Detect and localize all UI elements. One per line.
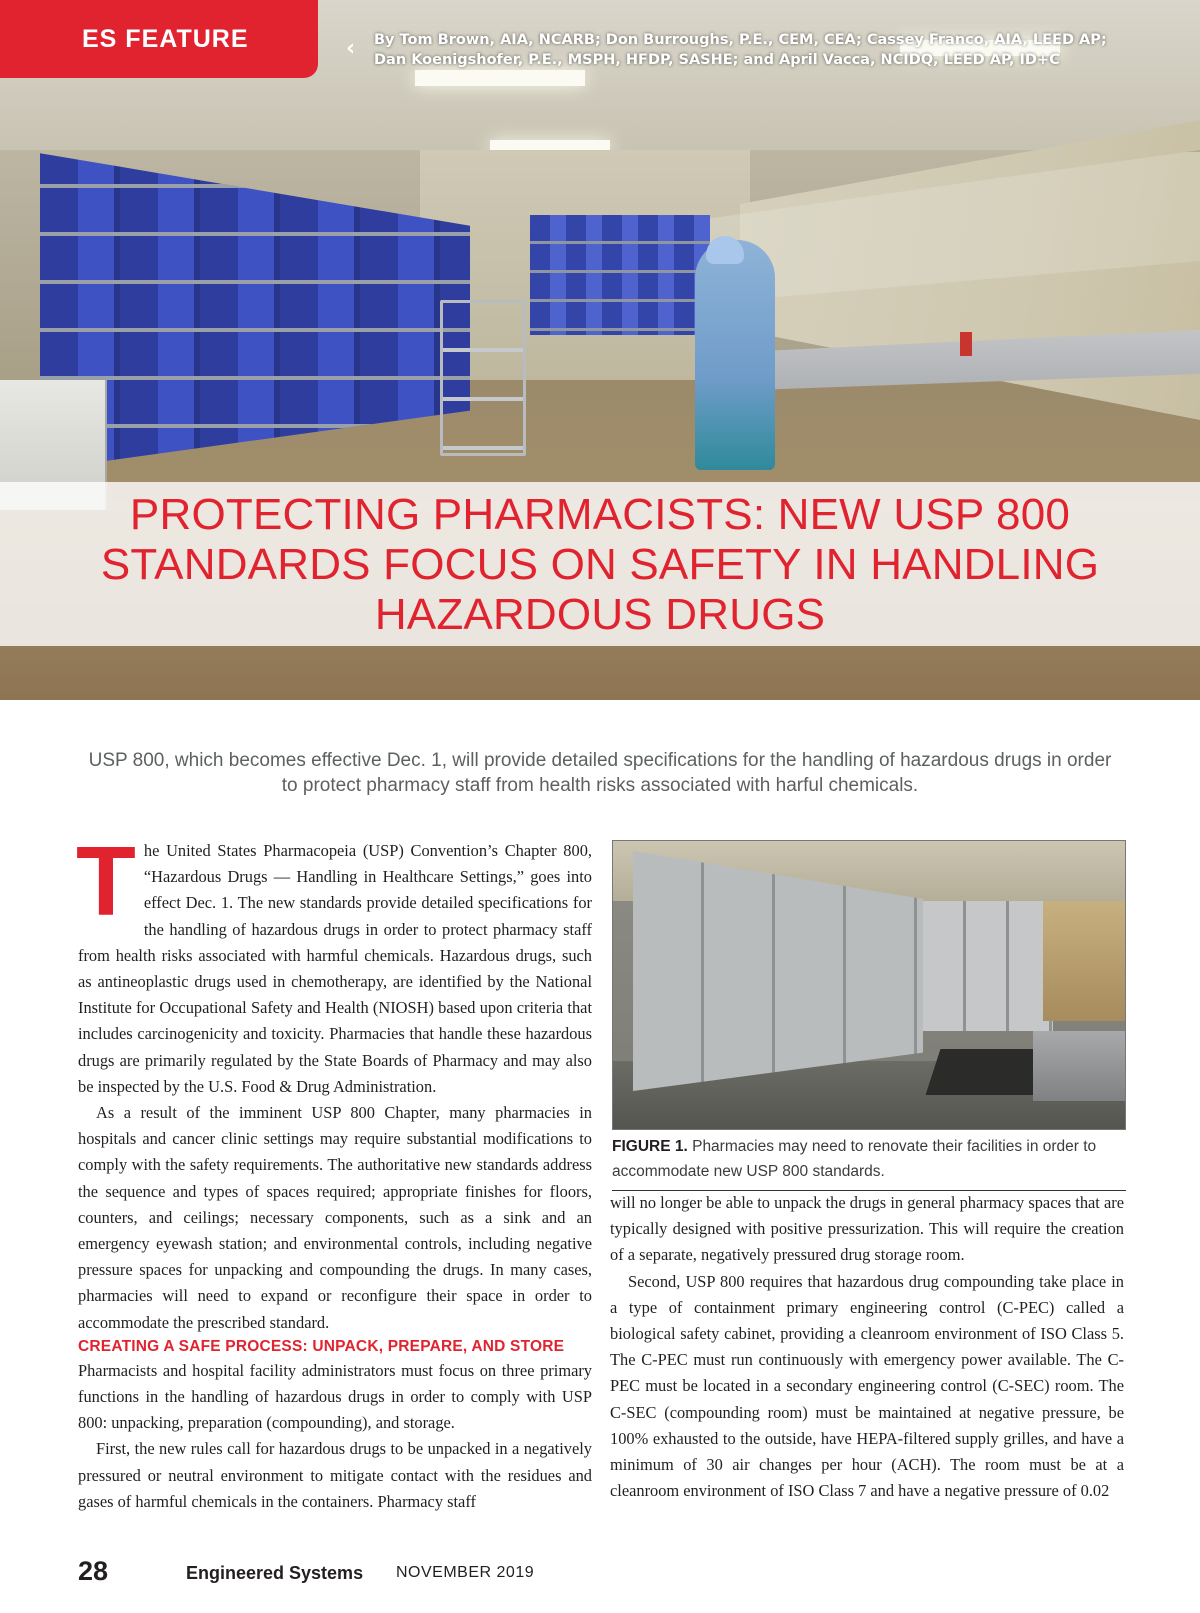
article-paragraph: First, the new rules call for hazardous drugs to be unpacked in a negatively pressured or neutral environment to mitigate contact with the residues and gases of harmful chemicals in the containers. Pharmacy staff: [78, 1439, 592, 1511]
article-column-left: [76, 826, 592, 1515]
section-tag-label: ES FEATURE: [82, 24, 249, 53]
article-column-right: [610, 1190, 1124, 1504]
figure-1-photo: [612, 840, 1126, 1130]
headline-line: STANDARDS FOCUS ON SAFETY IN HANDLING: [100, 540, 1100, 589]
byline: [374, 30, 1174, 70]
byline-line: Dan Koenigshofer, P.E., MSPH, HFDP, SASHE; and April Vacca, NCIDQ, LEED AP, ID+C: [374, 52, 1060, 68]
figure-back-room: [1043, 901, 1125, 1021]
hero-red-box: [960, 332, 972, 356]
article-paragraph: Pharmacists and hospital facility administrators must focus on three primary functions in the handling of hazardous drugs in order to comply with USP 800: unpacking, preparation (compounding), and storage.: [78, 1360, 592, 1433]
figure-counter: [1033, 1031, 1125, 1101]
ceiling-light: [415, 70, 585, 86]
headline-band: [0, 482, 1200, 646]
hero-pharmacist: [695, 240, 775, 470]
article-paragraph: As a result of the imminent USP 800 Chapter, many pharmacies in hospitals and cancer clinic settings may require substantial modifications to comply with the safety requirements. The authoritative new standards address the sequence and types of spaces required; appropriate finishes for floors, counters, and ceilings; necessary components, such as a sink and an emergency eyewash station; and environmental controls, including negative pressure spaces for unpacking and compounding the drugs. In many cases, pharmacies will need to expand or reconfigure their space in order to accommodate the prescribed standard.: [78, 1103, 592, 1332]
figure-floor-mat: [926, 1049, 1051, 1095]
figure-caption: [612, 1134, 1126, 1191]
headline: [0, 482, 1200, 640]
deck: USP 800, which becomes effective Dec. 1, will provide detailed specifications for the handling of hazardous drugs in order to protect pharmacy staff from health risks associated with harful chemicals.: [88, 750, 1112, 796]
headline-line: HAZARDOUS DRUGS: [374, 590, 826, 639]
figure-caption-text: Pharmacies may need to renovate their facilities in order to accommodate new USP 800 standards.: [612, 1138, 1097, 1180]
headline-line: PROTECTING PHARMACISTS: NEW USP 800: [129, 490, 1071, 539]
section-subhead: CREATING A SAFE PROCESS: UNPACK, PREPARE, AND STORE: [78, 1337, 565, 1355]
figure-label: FIGURE 1.: [612, 1138, 688, 1155]
article-paragraph: he United States Pharmacopeia (USP) Convention’s Chapter 800, “Hazardous Drugs — Handling in Healthcare Settings,” goes into effect Dec. 1. The new standards provide detailed specifications for the handling of hazardous drugs in order to protect pharmacy staff from health risks associated with harmful chemicals. Hazardous drugs, such as antineoplastic drugs used in chemotherapy, are identified by the National Institute for Occupational Safety and Health (NIOSH) based upon criteria that includes carcinogenicity and toxicity. Pharmacies that handle these hazardous drugs are primarily regulated by the State Boards of Pharmacy and may also be inspected by the U.S. Food & Drug Administration.: [78, 841, 592, 1096]
byline-line: By Tom Brown, AIA, NCARB; Don Burroughs, P.E., CEM, CEA; Cassey Franco, AIA, LEED AP;: [374, 32, 1107, 48]
drop-cap: T: [76, 826, 136, 936]
figure-panels: [923, 901, 1053, 1031]
hero-back-shelves: [530, 215, 710, 335]
article-paragraph: will no longer be able to unpack the drugs in general pharmacy spaces that are typically designed with positive pressurization. This will require the creation of a separate, negatively pressured drug storage room.: [610, 1193, 1124, 1265]
magazine-name: Engineered Systems: [186, 1563, 364, 1583]
article-paragraph: Second, USP 800 requires that hazardous drug compounding take place in a type of containment primary engineering control (C-PEC) called a biological safety cabinet, providing a cleanroom environment of ISO Class 5. The C-PEC must run continuously with emergency power available. The C-PEC must be located in a secondary engineering control (C-SEC) room. The C-SEC (compounding room) must be maintained at negative pressure, be 100% exhausted to the outside, have HEPA-filtered supply grilles, and have a minimum of 30 air changes per hour (ACH). The room must be at a cleanroom environment of ISO Class 7 and have a negative pressure of 0.02: [610, 1271, 1124, 1501]
section-tag: [0, 0, 318, 78]
page-number: 28: [78, 1556, 109, 1586]
issue-date: NOVEMBER 2019: [396, 1564, 535, 1581]
hero-cart: [440, 300, 526, 456]
chevron-left-icon: ‹: [346, 36, 356, 61]
